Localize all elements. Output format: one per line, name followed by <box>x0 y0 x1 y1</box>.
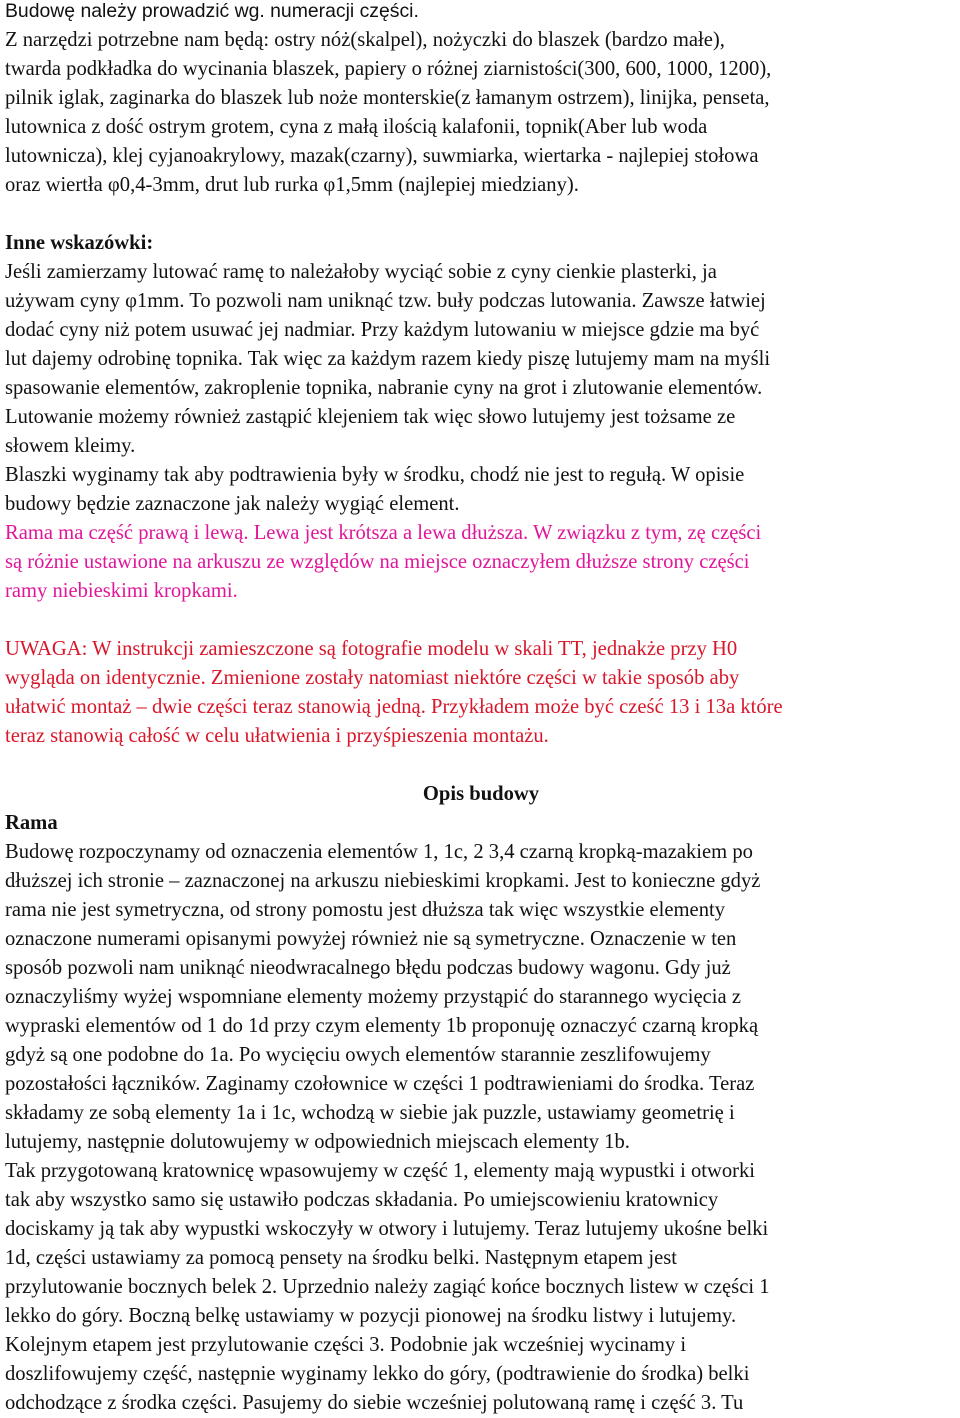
frame-paragraph-1: Budowę rozpoczynamy od oznaczenia elementów 1, 1c, 2 3,4 czarną kropką-mazakiem po dłuższej ich stronie – zaznaczonej na arkuszu niebieskimi kropkami. Jest to konieczne gdyż rama nie jest symetryczna, od strony pomostu jest dłuższa tak więc wszystkie elementy oznaczone numerami opisanymi powyżej również nie są symetryczne. Oznaczenie w ten sposób pozwoli nam uniknąć nieodwracalnego błędu podczas budowy wagonu. Gdy już oznaczyliśmy wyżej wspomniane elementy możemy przystąpić do starannego wycięcia z wypraski elementów od 1 do 1d przy czym elementy 1b proponuję oznaczyć czarną kropką gdyż są one podobne do 1a. Po wycięciu owych elementów starannie zeszlifowujemy pozostałości łączników. Zaginamy czołownice w części 1 podtrawieniami do środka. Teraz składamy ze sobą elementy 1a i 1c, wchodzą w siebie jak puzzle, ustawiamy geometrię i lutujemy, następnie dolutowujemy w odpowiednich miejscach elementy 1b. <box>5 841 761 1153</box>
tips-paragraph-bending: Blaszki wyginamy tak aby podtrawienia były w środku, chodź nie jest to regułą. W opisie budowy będzie zaznaczone jak należy wygiąć element. <box>5 464 745 515</box>
tools-paragraph: Z narzędzi potrzebne nam będą: ostry nóż(skalpel), nożyczki do blaszek (bardzo małe), twarda podkładka do wycinania blaszek, papiery o różnej ziarnistości(300, 600, 1000, 1200), pilnik iglak, zaginarka do blaszek lub noże monterskie(z łamanym ostrzem), linijka, penseta, lutownica z dość ostrym grotem, cyna z małą ilością kalafonii, topnik(Aber lub woda lutownicza), klej cyjanoakrylowy, mazak(czarny), suwmiarka, wiertarka - najlepiej stołowa oraz wiertła φ0,4-3mm, drut lub rurka φ1,5mm (najlepiej miedziany). <box>5 29 772 196</box>
spacer <box>5 751 957 780</box>
spacer <box>5 606 957 635</box>
spacer <box>5 200 957 229</box>
frame-note: Rama ma część prawą i lewą. Lewa jest krótsza a lewa dłuższa. W związku z tym, zę części są różnie ustawione na arkuszu ze względów na miejsce oznaczyłem dłuższe strony części ramy niebieskimi kropkami. <box>5 522 762 602</box>
tips-paragraph-soldering: Jeśli zamierzamy lutować ramę to należałoby wyciąć sobie z cyny cienkie plasterki, ja używam cyny φ1mm. To pozwoli nam uniknąć tzw. buły podczas lutowania. Zawsze łatwiej dodać cyny niż potem usuwać jej nadmiar. Przy każdym lutowaniu w miejsce gdzie ma być lut dajemy odrobinę topnika. Tak więc za każdym razem kiedy piszę lutujemy mam na myśli spasowanie elementów, zakroplenie topnika, nabranie cyny na grot i zlutowanie elementów. Lutowanie możemy również zastąpić klejeniem tak więc słowo lutujemy jest tożsame ze słowem kleimy. <box>5 261 771 457</box>
tips-heading: Inne wskazówki: <box>5 232 154 254</box>
description-title: Opis budowy <box>422 783 540 805</box>
document-page <box>5 0 957 1418</box>
intro-line: Budowę należy prowadzić wg. numeracji części. <box>5 0 419 22</box>
warning-paragraph: UWAGA: W instrukcji zamieszczone są fotografie modelu w skali TT, jednakże przy H0 wygląda on identycznie. Zmienione zostały natomiast niektóre części w takie sposób aby ułatwić montaż – dwie części teraz stanowią jedną. Przykładem może być cześć 13 i 13a które teraz stanowią całość w celu ułatwienia i przyśpieszenia montażu. <box>5 638 783 747</box>
frame-paragraph-2: Tak przygotowaną kratownicę wpasowujemy w część 1, elementy mają wypustki i otworki tak aby wszystko samo się ustawiło podczas składania. Po umiejscowieniu kratownicy dociskamy ją tak aby wypustki wskoczyły w otwory i lutujemy. Teraz lutujemy ukośne belki 1d, części ustawiamy za pomocą pensety na środku belki. Następnym etapem jest przylutowanie bocznych belek 2. Uprzednio należy zagiąć końce bocznych listew w części 1 lekko do góry. Boczną belkę ustawiamy w pozycji pionowej na środku listwy i lutujemy. Kolejnym etapem jest przylutowanie części 3. Podobnie jak wcześniej wycinamy i doszlifowujemy część, następnie wyginamy lekko do góry, (podtrawienie do środka) belki odchodzące z środka części. Pasujemy do siebie wcześniej polutowaną ramę i część 3. Tu <box>5 1160 770 1414</box>
section-heading-frame: Rama <box>5 812 58 834</box>
